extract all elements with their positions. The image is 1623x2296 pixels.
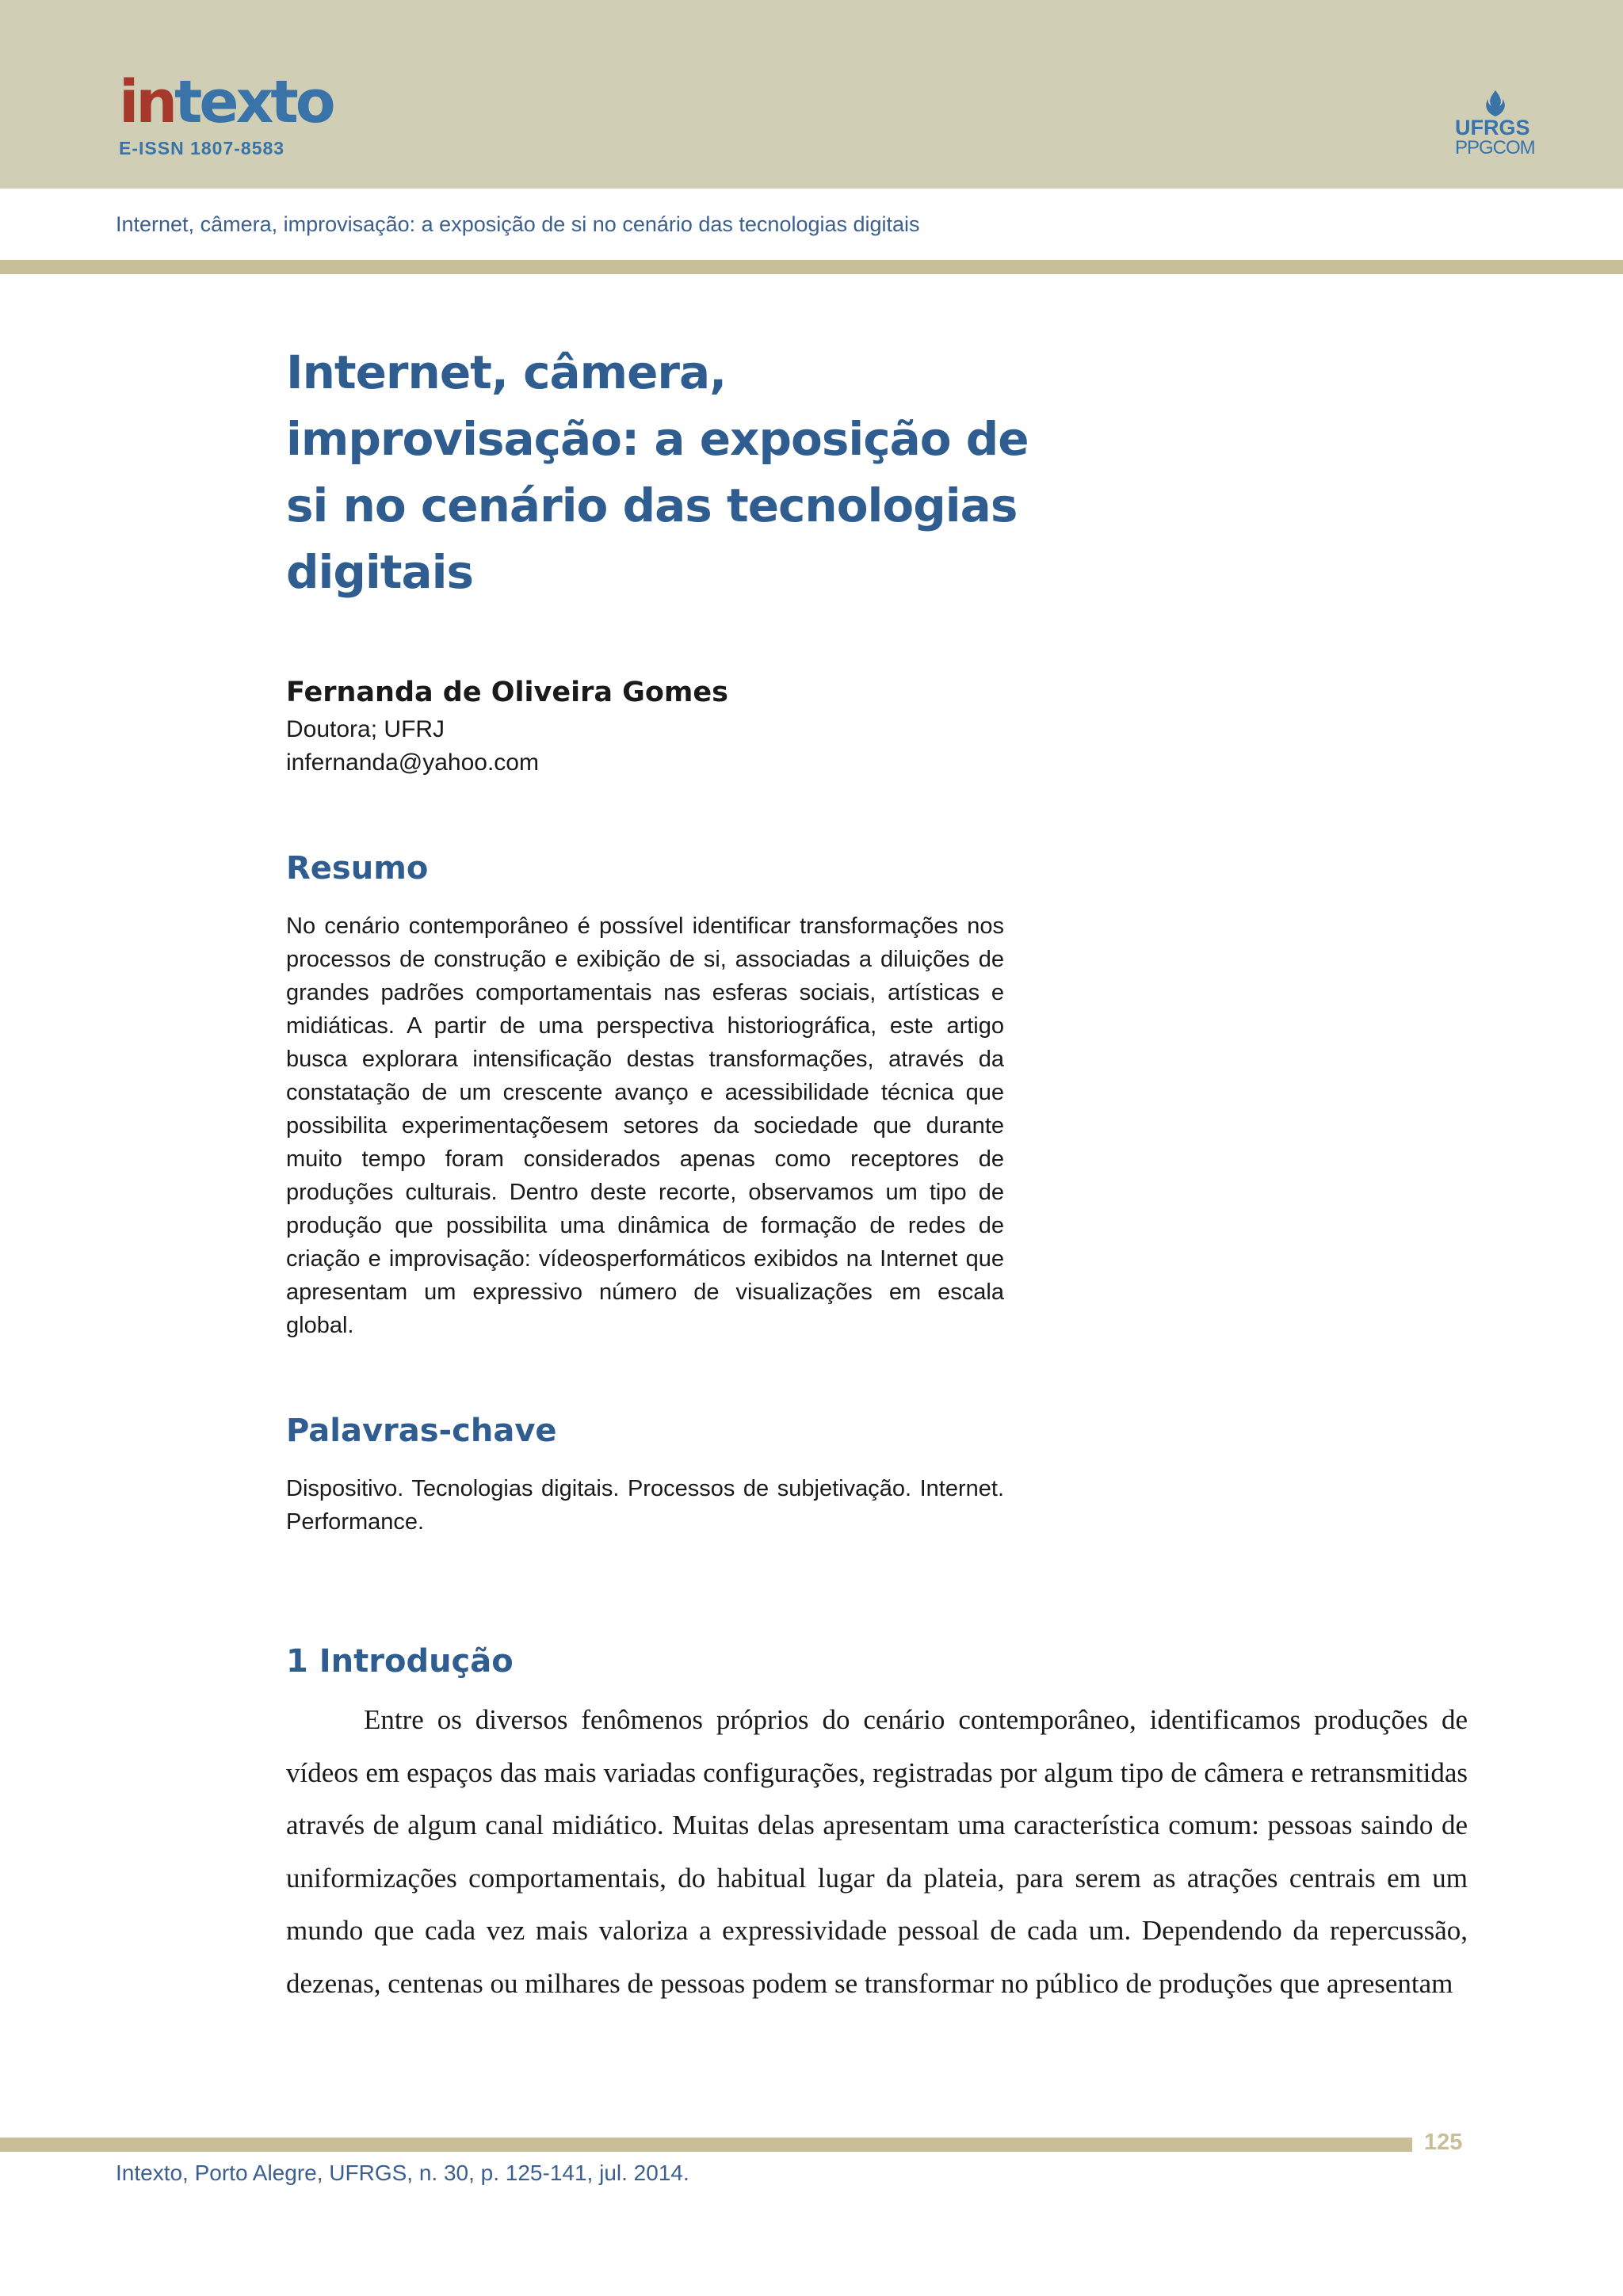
journal-logo <box>119 68 333 136</box>
introduction-text: Entre os diversos fenômenos próprios do cenário contemporâneo, identificamos produções de vídeos em espaços das mais variadas configurações, registradas por algum tipo de câmera e retransmitidas através de algum canal midiático. Muitas delas apresentam uma característica comum: pessoas saindo de uniformizações comportamentais, do habitual lugar da plateia, para serem as atrações centrais em um mundo que cada vez mais valoriza a expressividade pessoal de cada um. Dependendo da repercussão, dezenas, centenas ou milhares de pessoas podem se transformar no público de produções que apresentam <box>286 1704 1468 1999</box>
program-logo: PPGCOM <box>1455 137 1535 158</box>
introduction-heading: 1 Introdução <box>286 1643 514 1680</box>
page-number: 125 <box>1424 2130 1463 2155</box>
abstract-heading: Resumo <box>286 850 429 887</box>
institution-logo: UFRGS <box>1455 116 1530 139</box>
logo-prefix: in <box>119 68 175 136</box>
logo-suffix: texto <box>174 68 333 136</box>
running-title: Internet, câmera, improvisação: a exposição de si no cenário das tecnologias digitais <box>116 212 920 236</box>
ufrgs-flame-icon <box>1482 89 1509 119</box>
issn-label: E-ISSN 1807-8583 <box>119 138 285 158</box>
footer-rule <box>0 2138 1412 2152</box>
author-name: Fernanda de Oliveira Gomes <box>286 677 728 708</box>
author-affiliation: Doutora; UFRJ <box>286 716 445 742</box>
author-email: infernanda@yahoo.com <box>286 749 539 776</box>
header-rule <box>0 260 1623 274</box>
footer-citation: Intexto, Porto Alegre, UFRGS, n. 30, p. 125-141, jul. 2014. <box>116 2161 689 2185</box>
keywords-text: Dispositivo. Tecnologias digitais. Processos de subjetivação. Internet. Performance. <box>286 1476 1004 1535</box>
article-title: Internet, câmera, improvisação: a exposição de si no cenário das tecnologias digitais <box>286 345 1029 599</box>
keywords-heading: Palavras-chave <box>286 1413 557 1449</box>
abstract-text: No cenário contemporâneo é possível identificar transformações nos processos de construção e exibição de si, associadas a diluições de grandes padrões comportamentais nas esferas sociais, artísticas e midiáticas. A partir de uma perspectiva historiográfica, este artigo busca explorara intensificação destas transformações, através da constatação de um crescente avanço e acessibilidade técnica que possibilita experimentaçõesem setores da sociedade que durante muito tempo foram considerados apenas como receptores de produções culturais. Dentro deste recorte, observamos um tipo de produção que possibilita uma dinâmica de formação de redes de criação e improvisação: vídeosperformáticos exibidos na Internet que apresentam um expressivo número de visualizações em escala global. <box>286 913 1004 1338</box>
